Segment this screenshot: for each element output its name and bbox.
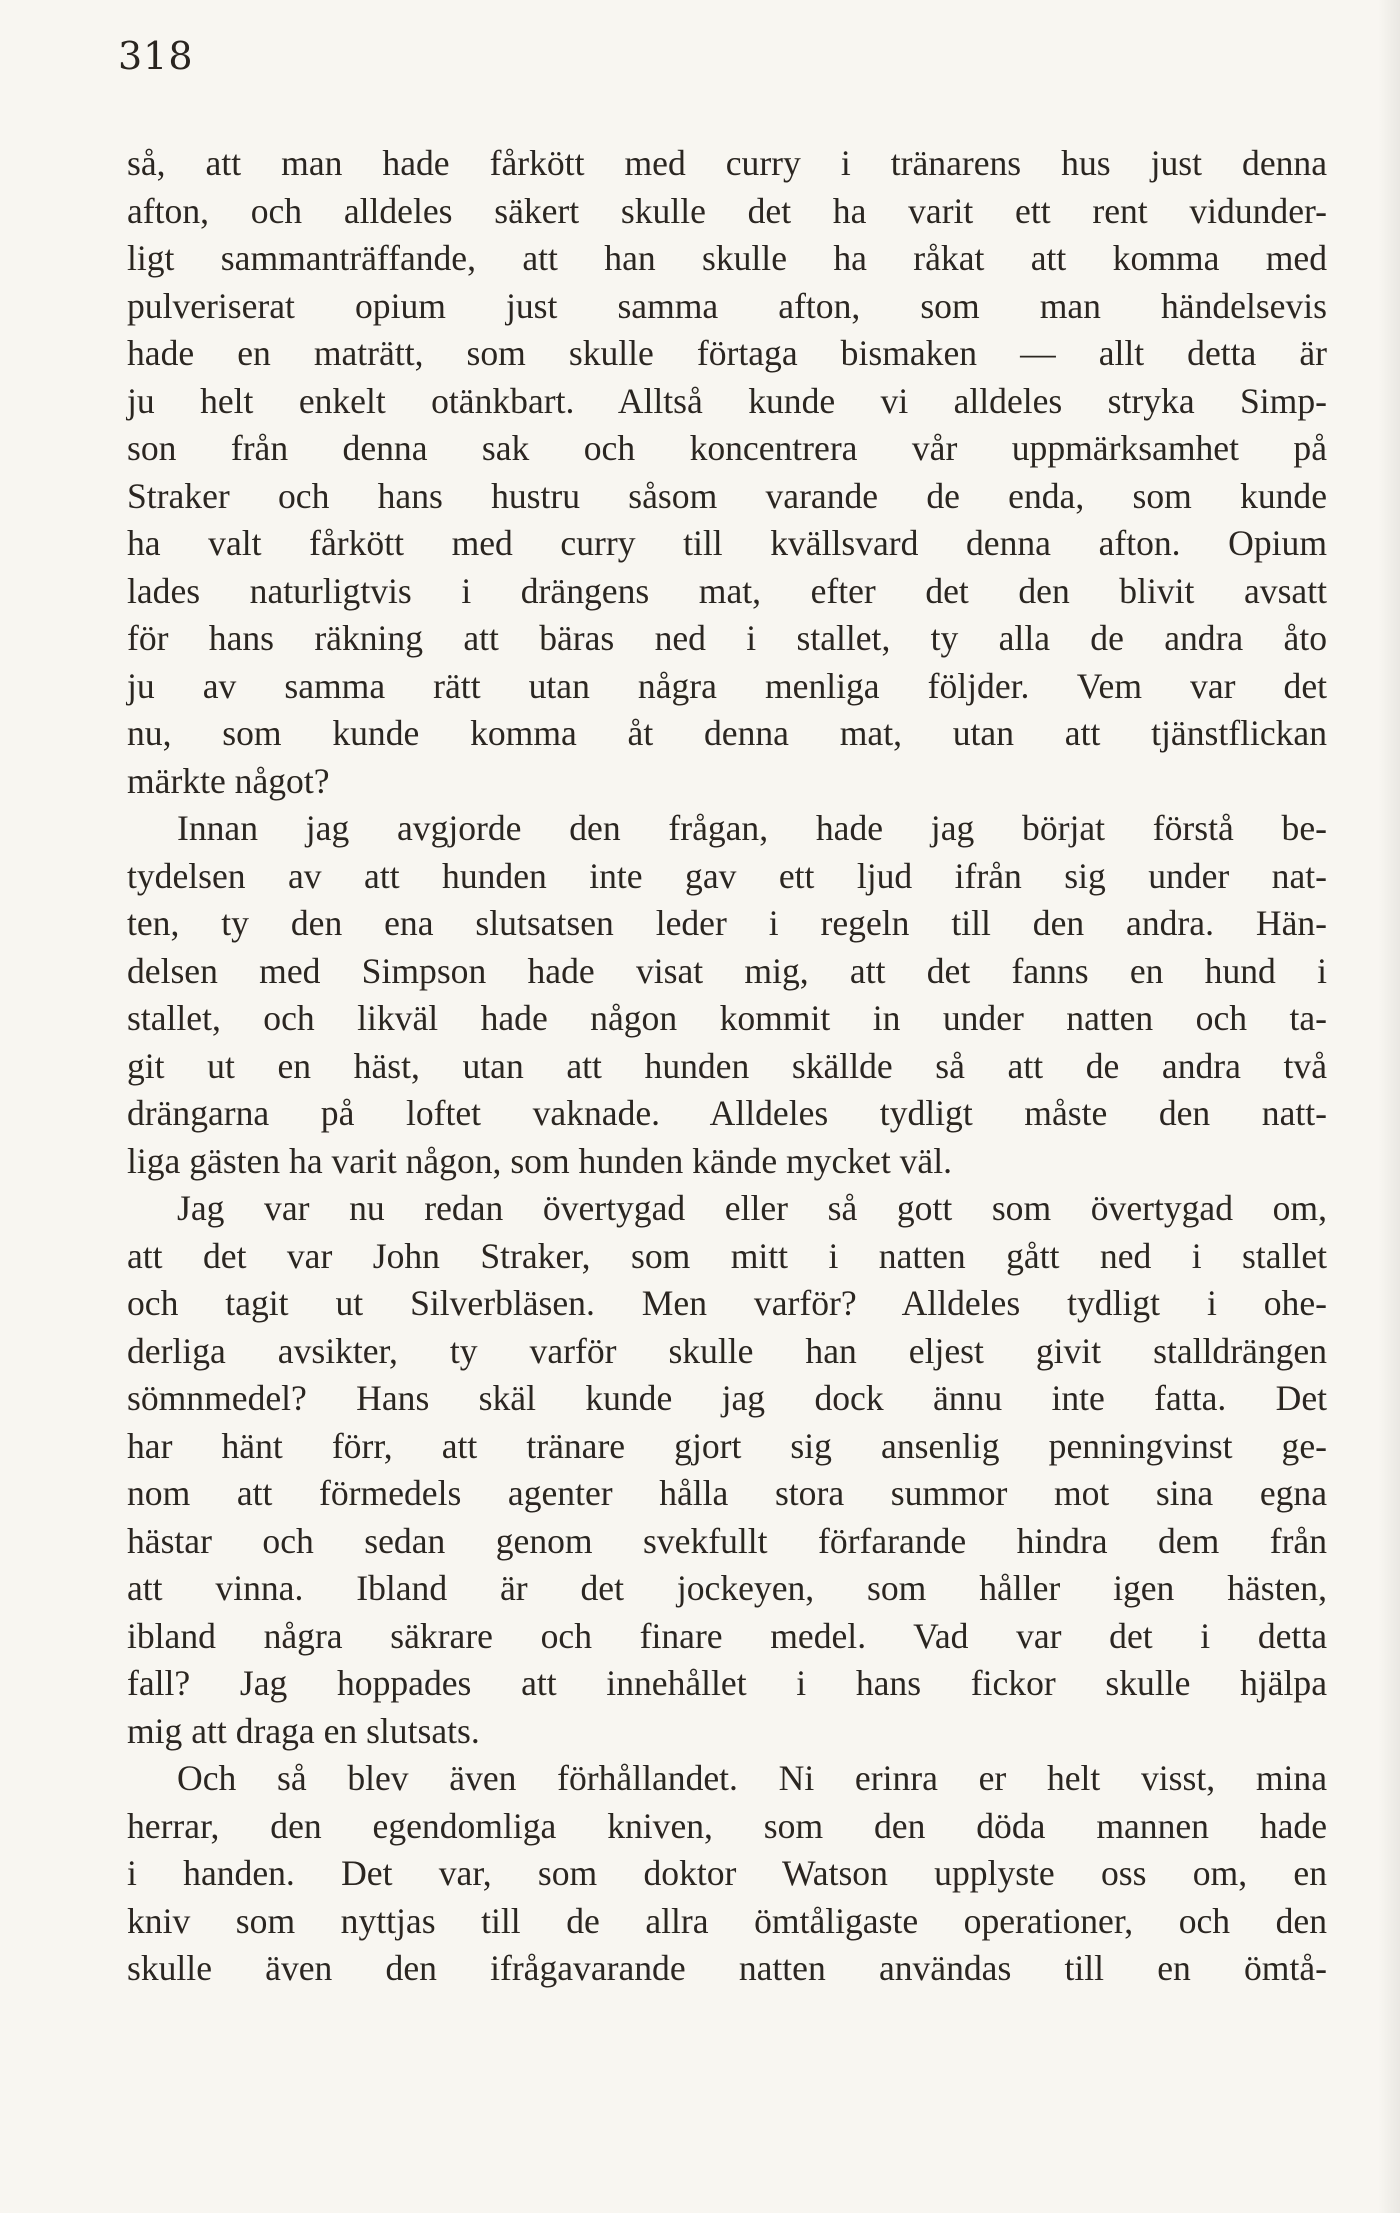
text-line: stallet, och likväl hade någon kommit in under natten och ta- <box>127 998 1327 1038</box>
text-line: hästar och sedan genom svekfullt förfarande hindra dem från <box>127 1520 1327 1561</box>
body-text <box>127 140 1327 1993</box>
text-line: för hans räkning att bäras ned i stallet, ty alla de andra åto <box>127 618 1327 658</box>
text-line: skulle även den ifrågavarande natten användas till en ömtå- <box>127 1948 1327 1988</box>
text-line: har hänt förr, att tränare gjort sig ansenlig penningvinst ge- <box>127 1425 1327 1466</box>
text-line: ibland några säkrare och finare medel. Vad var det i detta <box>127 1615 1327 1656</box>
page-edge-shadow <box>1378 0 1400 2213</box>
text-line: att det var John Straker, som mitt i natten gått ned i stallet <box>127 1235 1327 1276</box>
text-line: nu, som kunde komma åt denna mat, utan att tjänstflickan <box>127 713 1327 753</box>
text-line: märkte något? <box>127 760 330 801</box>
text-line: ha valt fårkött med curry till kvällsvard denna afton. Opium <box>127 523 1327 563</box>
text-line: lades naturligtvis i drängens mat, efter det den blivit avsatt <box>127 570 1327 611</box>
text-line: tydelsen av att hunden inte gav ett ljud ifrån sig under nat- <box>127 855 1327 896</box>
text-line: herrar, den egendomliga kniven, som den döda mannen hade <box>127 1805 1327 1846</box>
text-line: ligt sammanträffande, att han skulle ha råkat att komma med <box>127 238 1327 278</box>
text-line: son från denna sak och koncentrera vår uppmärksamhet på <box>127 428 1327 468</box>
text-line: Straker och hans hustru såsom varande de enda, som kunde <box>127 475 1327 516</box>
text-line: derliga avsikter, ty varför skulle han eljest givit stalldrängen <box>127 1330 1327 1371</box>
text-line: liga gästen ha varit någon, som hunden kände mycket väl. <box>127 1140 952 1181</box>
text-line: sömnmedel? Hans skäl kunde jag dock ännu inte fatta. Det <box>127 1378 1327 1418</box>
text-line: afton, och alldeles säkert skulle det ha varit ett rent vidunder- <box>127 190 1327 231</box>
text-line: mig att draga en slutsats. <box>127 1710 480 1751</box>
text-line: att vinna. Ibland är det jockeyen, som håller igen hästen, <box>127 1568 1327 1608</box>
text-line: så, att man hade fårkött med curry i tränarens hus just denna <box>127 143 1327 183</box>
text-line: kniv som nyttjas till de allra ömtåligaste operationer, och den <box>127 1900 1327 1941</box>
text-line: drängarna på loftet vaknade. Alldeles tydligt måste den natt- <box>127 1093 1327 1133</box>
text-line: i handen. Det var, som doktor Watson upplyste oss om, en <box>127 1853 1327 1893</box>
text-line: Innan jag avgjorde den frågan, hade jag börjat förstå be- <box>177 808 1327 848</box>
text-line: och tagit ut Silverbläsen. Men varför? Alldeles tydligt i ohe- <box>127 1283 1327 1323</box>
text-line: hade en maträtt, som skulle förtaga bismaken — allt detta är <box>127 333 1327 373</box>
text-line: git ut en häst, utan att hunden skällde så att de andra två <box>127 1045 1327 1086</box>
text-line: ten, ty den ena slutsatsen leder i regeln till den andra. Hän- <box>127 903 1327 943</box>
text-line: ju helt enkelt otänkbart. Alltså kunde vi alldeles stryka Simp- <box>127 380 1327 421</box>
text-line: delsen med Simpson hade visat mig, att det fanns en hund i <box>127 950 1327 991</box>
text-line: ju av samma rätt utan några menliga följder. Vem var det <box>127 665 1327 706</box>
text-line: Och så blev även förhållandet. Ni erinra er helt visst, mina <box>177 1758 1327 1798</box>
text-line: pulveriserat opium just samma afton, som man händelsevis <box>127 285 1327 326</box>
text-line: fall? Jag hoppades att innehållet i hans fickor skulle hjälpa <box>127 1663 1327 1703</box>
text-line: Jag var nu redan övertygad eller så gott som övertygad om, <box>177 1188 1327 1228</box>
text-line: nom att förmedels agenter hålla stora summor mot sina egna <box>127 1473 1327 1513</box>
page-number: 318 <box>118 34 194 78</box>
